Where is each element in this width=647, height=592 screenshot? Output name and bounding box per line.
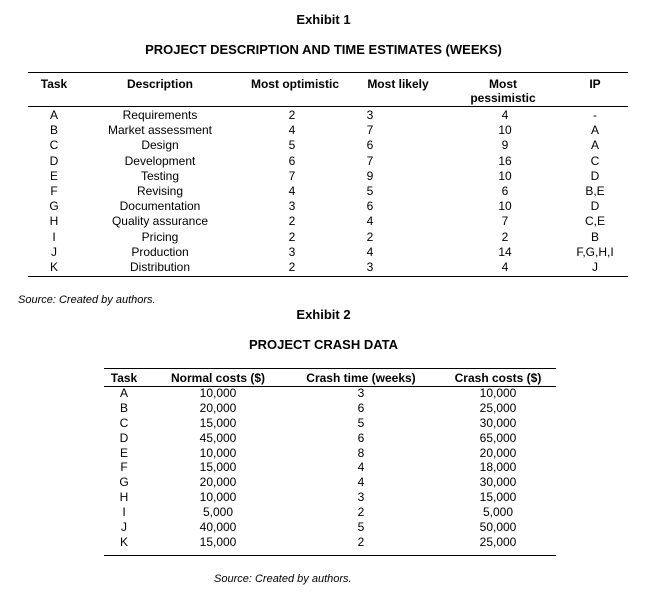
exhibit2-title: Exhibit 2 xyxy=(296,307,351,322)
exhibit1-bottom-rule xyxy=(28,276,628,277)
table-cell: 16 xyxy=(498,153,512,168)
table-cell: C,E xyxy=(584,214,605,229)
table-cell: 4 xyxy=(501,259,509,274)
table-cell: 9 xyxy=(366,168,374,183)
table-cell: 4 xyxy=(288,183,296,198)
table-cell: 6 xyxy=(357,400,365,415)
ex2-header-normal: Normal costs ($) xyxy=(170,371,266,385)
table-cell: 7 xyxy=(501,214,509,229)
exhibit2-source: Source: Created by authors. xyxy=(214,573,352,585)
table-cell: A xyxy=(590,138,599,153)
ex1-col-description xyxy=(90,108,230,275)
table-cell: 4 xyxy=(288,123,296,138)
table-cell: 2 xyxy=(357,534,365,549)
ex2-col-crash-cost xyxy=(458,386,538,550)
table-cell: F xyxy=(120,460,128,475)
table-cell: 4 xyxy=(366,214,374,229)
exhibit2-bottom-rule xyxy=(104,555,556,556)
table-cell: K xyxy=(119,534,128,549)
table-cell: 20,000 xyxy=(199,475,237,490)
exhibit1-top-rule xyxy=(28,72,628,73)
table-cell: I xyxy=(122,505,126,520)
table-cell: B xyxy=(590,229,599,244)
table-cell: 3 xyxy=(366,108,374,122)
ex1-header-ip: IP xyxy=(589,77,601,91)
table-cell: Pricing xyxy=(141,229,179,244)
table-cell: 2 xyxy=(501,229,509,244)
table-cell: 6 xyxy=(357,430,365,445)
table-cell: 7 xyxy=(366,153,374,168)
table-cell: 5,000 xyxy=(482,505,514,520)
table-cell: H xyxy=(49,214,59,229)
table-cell: H xyxy=(119,490,129,505)
table-cell: 15,000 xyxy=(199,415,237,430)
table-cell: 30,000 xyxy=(479,475,517,490)
table-cell: E xyxy=(119,445,128,460)
table-cell: Market assessment xyxy=(107,123,213,138)
table-cell: 40,000 xyxy=(199,520,237,535)
table-cell: Design xyxy=(141,138,179,153)
table-cell: 4 xyxy=(501,108,509,122)
table-cell: 5 xyxy=(357,520,365,535)
table-cell: 10,000 xyxy=(199,445,237,460)
table-cell: 2 xyxy=(357,505,365,520)
exhibit1-title: Exhibit 1 xyxy=(296,12,351,27)
table-cell: 10 xyxy=(498,123,512,138)
table-cell: 3 xyxy=(357,386,365,400)
table-cell: C xyxy=(49,138,59,153)
ex1-col-task xyxy=(30,108,78,275)
exhibit1-source: Source: Created by authors. xyxy=(18,294,156,306)
ex1-header-optimistic: Most optimistic xyxy=(250,77,339,91)
table-cell: 50,000 xyxy=(479,520,517,535)
table-cell: Development xyxy=(124,153,196,168)
table-cell: Distribution xyxy=(129,259,191,274)
ex2-col-normal xyxy=(178,386,258,550)
ex1-col-ip xyxy=(565,108,625,275)
exhibit2-subtitle: PROJECT CRASH DATA xyxy=(248,337,399,352)
table-cell: 20,000 xyxy=(479,445,517,460)
table-cell: 2 xyxy=(288,259,296,274)
table-cell: 4 xyxy=(366,244,374,259)
table-cell: 20,000 xyxy=(199,400,237,415)
table-cell: 10,000 xyxy=(479,386,517,400)
table-cell: 10,000 xyxy=(199,490,237,505)
table-cell: G xyxy=(119,475,129,490)
table-cell: C xyxy=(590,153,600,168)
table-cell: E xyxy=(49,168,58,183)
table-cell: 10,000 xyxy=(199,386,237,400)
table-cell: 4 xyxy=(357,460,365,475)
table-cell: 6 xyxy=(366,199,374,214)
table-cell: 5 xyxy=(366,183,374,198)
table-cell: 8 xyxy=(357,445,365,460)
table-cell: 5,000 xyxy=(202,505,234,520)
table-cell: J xyxy=(121,520,127,535)
ex2-header-crash-time: Crash time (weeks) xyxy=(306,371,416,385)
ex1-header-pessimistic-line1: Most xyxy=(489,77,517,91)
table-cell: 3 xyxy=(357,490,365,505)
table-cell: 3 xyxy=(288,244,296,259)
exhibit1-header-rule xyxy=(28,106,628,107)
ex1-header-pessimistic-line2: pessimistic xyxy=(470,91,536,105)
table-cell: 15,000 xyxy=(199,534,237,549)
table-cell: F xyxy=(50,183,58,198)
table-cell: D xyxy=(49,153,59,168)
ex1-header-likely: Most likely xyxy=(367,77,429,91)
table-cell: 5 xyxy=(357,415,365,430)
table-cell: G xyxy=(49,199,59,214)
ex1-header-description: Description xyxy=(126,77,193,91)
table-cell: 65,000 xyxy=(479,430,517,445)
table-cell: 9 xyxy=(501,138,509,153)
ex1-col-pessimistic xyxy=(475,108,535,275)
table-cell: 2 xyxy=(288,229,296,244)
table-cell: 18,000 xyxy=(479,460,517,475)
table-cell: K xyxy=(49,259,58,274)
table-cell: C xyxy=(119,415,129,430)
ex2-header-task: Task xyxy=(110,371,138,385)
table-cell: D xyxy=(590,168,600,183)
table-cell: 6 xyxy=(288,153,296,168)
table-cell: 3 xyxy=(288,199,296,214)
table-cell: D xyxy=(119,430,129,445)
table-cell: 6 xyxy=(501,183,509,198)
table-cell: 25,000 xyxy=(479,534,517,549)
table-cell: I xyxy=(52,229,56,244)
exhibit2-top-rule xyxy=(104,368,556,369)
table-cell: Documentation xyxy=(119,199,201,214)
ex2-header-crash-cost: Crash costs ($) xyxy=(454,371,542,385)
exhibit1-subtitle: PROJECT DESCRIPTION AND TIME ESTIMATES (WEEKS) xyxy=(145,42,502,57)
table-cell: Revising xyxy=(136,183,184,198)
table-cell: Testing xyxy=(140,168,180,183)
table-cell: 15,000 xyxy=(479,490,517,505)
table-cell: 7 xyxy=(366,123,374,138)
table-cell: 4 xyxy=(357,475,365,490)
table-cell: 30,000 xyxy=(479,415,517,430)
table-cell: A xyxy=(49,108,58,122)
table-cell: Quality assurance xyxy=(111,214,209,229)
table-cell: 5 xyxy=(288,138,296,153)
table-cell: 2 xyxy=(366,229,374,244)
table-cell: D xyxy=(590,199,600,214)
table-cell: B xyxy=(49,123,58,138)
table-cell: 3 xyxy=(366,259,374,274)
table-cell: - xyxy=(593,108,597,122)
table-cell: 15,000 xyxy=(199,460,237,475)
ex1-header-pessimistic xyxy=(458,77,548,105)
ex2-col-crash-time xyxy=(331,386,391,550)
table-cell: J xyxy=(51,244,57,259)
table-cell: 10 xyxy=(498,168,512,183)
table-cell: Requirements xyxy=(122,108,198,122)
table-cell: 45,000 xyxy=(199,430,237,445)
table-cell: 2 xyxy=(288,108,296,122)
table-cell: 25,000 xyxy=(479,400,517,415)
table-cell: B,E xyxy=(585,183,605,198)
ex1-col-optimistic xyxy=(262,108,322,275)
table-cell: 10 xyxy=(498,199,512,214)
table-cell: A xyxy=(119,386,128,400)
ex1-header-task: Task xyxy=(40,77,68,91)
ex2-col-task xyxy=(104,386,144,550)
table-cell: F,G,H,I xyxy=(576,244,614,259)
table-cell: 6 xyxy=(366,138,374,153)
table-cell: 7 xyxy=(288,168,296,183)
table-cell: A xyxy=(590,123,599,138)
ex1-col-likely xyxy=(340,108,400,275)
table-cell: 2 xyxy=(288,214,296,229)
table-cell: Production xyxy=(131,244,189,259)
table-cell: J xyxy=(592,259,598,274)
table-cell: 14 xyxy=(498,244,512,259)
table-cell: B xyxy=(119,400,128,415)
